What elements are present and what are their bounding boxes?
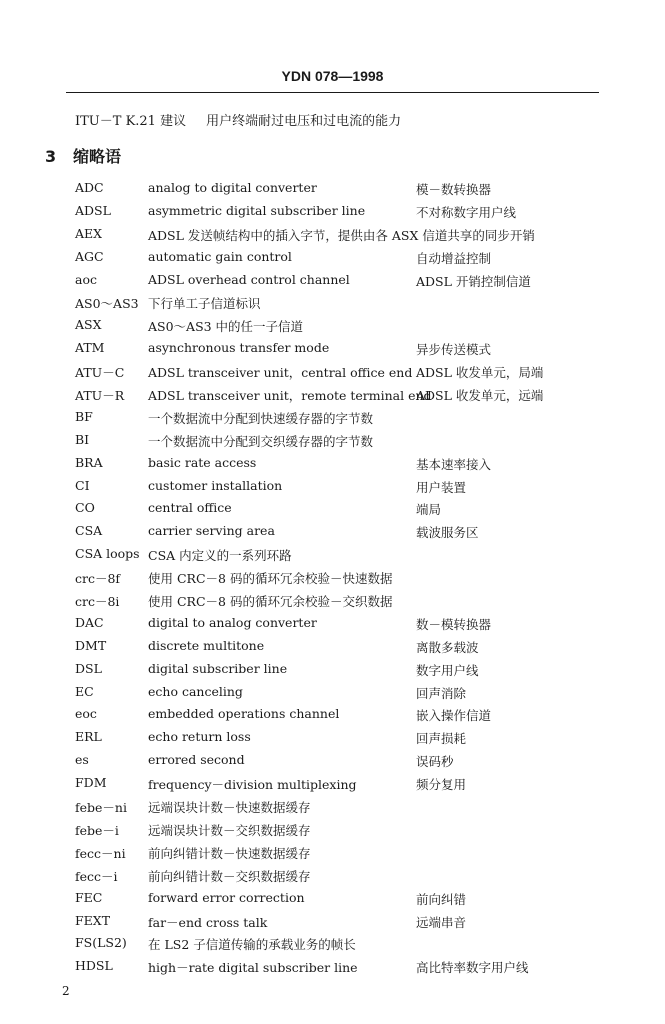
abbreviation-chinese: ADSL 收发单元，局端 [416,365,544,381]
abbreviation-definition: central office [148,500,232,516]
abbreviation-definition: echo canceling [148,683,243,699]
abbreviation-term: crc－8i [75,594,120,610]
abbreviation-row [0,841,665,864]
abbreviation-definition: 使用 CRC－8 码的循环冗余校验－交织数据 [148,594,393,610]
abbreviation-term: febe－i [75,822,119,838]
abbreviation-row [0,795,665,818]
abbreviation-definition: automatic gain control [148,248,292,264]
abbreviation-row [0,246,665,269]
abbreviation-definition: ADSL transceiver unit，remote terminal end [148,388,432,404]
abbreviation-chinese: ADSL 收发单元，远端 [416,388,544,404]
section-title [45,144,121,167]
abbreviation-term: EC [75,683,94,699]
abbreviation-chinese: 回声损耗 [416,731,467,747]
abbreviation-row [0,566,665,589]
abbreviation-chinese: 用户装置 [416,479,467,495]
abbreviation-row [0,200,665,223]
abbreviation-row [0,223,665,246]
abbreviation-chinese: 数－模转换器 [416,616,492,632]
abbreviation-term: BI [75,431,90,447]
abbreviation-term: fecc－ni [75,845,126,861]
abbreviation-row [0,932,665,955]
abbreviation-row [0,475,665,498]
abbreviation-term: crc－8f [75,571,121,587]
abbreviation-chinese: 模－数转换器 [416,182,492,197]
abbreviation-chinese: ADSL 开销控制信道 [416,273,531,289]
abbreviation-term: FDM [75,775,107,791]
abbreviation-term: BF [75,408,93,424]
abbreviation-row [0,726,665,749]
abbreviation-definition: 一个数据流中分配到快速缓存器的字节数 [148,410,374,426]
abbreviation-term: CSA loops [75,546,140,562]
reference-code: ITU－T K.21 建议 [75,114,187,129]
abbreviation-chinese: 高比特率数字用户线 [416,960,529,976]
abbreviation-definition: 远端误块计数－交织数据缓存 [148,822,311,838]
abbreviation-row [0,864,665,887]
abbreviation-definition: 前向纠错计数－快速数据缓存 [148,845,311,861]
abbreviation-row [0,589,665,612]
page-number: 2 [62,984,70,998]
abbreviation-definition: digital subscriber line [148,660,288,676]
abbreviation-row [0,291,665,314]
abbreviation-term: ERL [75,729,102,745]
abbreviation-definition: forward error correction [148,889,305,905]
abbreviation-term: AS0～AS3 [75,296,139,312]
abbreviation-row [0,360,665,383]
abbreviation-definition: CSA 内定义的一系列环路 [148,548,292,564]
abbreviation-row [0,497,665,520]
abbreviation-definition: asymmetric digital subscriber line [148,202,366,218]
reference-text: 用户终端耐过电压和过电流的能力 [206,114,402,129]
abbreviation-term: ASX [75,317,102,333]
abbreviation-row [0,818,665,841]
abbreviation-row [0,612,665,635]
abbreviation-definition: digital to analog converter [148,614,317,630]
abbreviation-term: HDSL [75,958,113,974]
section-number: 3 [45,147,57,166]
abbreviation-row [0,406,665,429]
abbreviation-row [0,543,665,566]
abbreviation-term: DMT [75,637,107,653]
abbreviation-chinese: 自动增益控制 [416,250,492,266]
abbreviation-chinese: 回声消除 [416,685,467,701]
abbreviation-chinese: 数字用户线 [416,662,479,678]
abbreviation-term: febe－ni [75,800,127,816]
abbreviation-row [0,910,665,933]
abbreviation-term: aoc [75,271,97,287]
abbreviation-term: ADSL [75,202,111,218]
abbreviation-term: ATU－R [75,388,125,404]
abbreviation-definition: far－end cross talk [148,914,268,930]
abbreviation-chinese: 频分复用 [416,777,467,793]
abbreviation-definition: AS0～AS3 中的任一子信道 [148,319,304,335]
abbreviation-term: es [75,752,89,768]
abbreviation-row [0,703,665,726]
abbreviation-term: AGC [75,248,104,264]
abbreviation-definition: 使用 CRC－8 码的循环冗余校验－快速数据 [148,571,393,587]
abbreviation-term: FEC [75,889,103,905]
abbreviation-term: CO [75,500,95,516]
abbreviation-list [0,177,665,978]
abbreviation-chinese: 误码秒 [416,754,454,770]
abbreviation-definition: errored second [148,752,245,768]
abbreviation-definition: asynchronous transfer mode [148,340,330,356]
abbreviation-row [0,772,665,795]
abbreviation-definition: high－rate digital subscriber line [148,960,358,976]
abbreviation-definition: ADSL overhead control channel [148,271,350,287]
abbreviation-definition: 远端误块计数－快速数据缓存 [148,800,311,816]
abbreviation-row [0,337,665,360]
abbreviation-row [0,269,665,292]
abbreviation-definition: discrete multitone [148,637,265,653]
abbreviation-chinese: 载波服务区 [416,525,479,541]
abbreviation-row [0,452,665,475]
abbreviation-definition: embedded operations channel [148,706,340,722]
abbreviation-definition: ADSL 发送帧结构中的插入字节，提供由各 ASX 信道共享的同步开销 [148,227,535,243]
abbreviation-definition: customer installation [148,477,283,493]
abbreviation-row [0,955,665,978]
abbreviation-chinese: 离散多载波 [416,639,479,655]
abbreviation-definition: 前向纠错计数－交织数据缓存 [148,868,311,884]
abbreviation-chinese: 嵌入操作信道 [416,708,492,724]
abbreviation-term: eoc [75,706,97,722]
abbreviation-definition: 一个数据流中分配到交织缓存器的字节数 [148,433,374,449]
abbreviation-term: DAC [75,614,104,630]
abbreviation-chinese: 异步传送模式 [416,342,492,358]
abbreviation-chinese: 前向纠错 [416,891,467,907]
page-header: YDN 078—1998 [281,68,384,84]
abbreviation-definition: carrier serving area [148,523,275,539]
abbreviation-term: DSL [75,660,102,676]
abbreviation-term: ADC [75,180,104,195]
abbreviation-chinese: 远端串音 [416,914,467,930]
abbreviation-term: FEXT [75,912,111,928]
reference-line [75,110,401,129]
abbreviation-definition: frequency－division multiplexing [148,777,357,793]
abbreviation-row [0,177,665,200]
abbreviation-term: FS(LS2) [75,935,127,951]
abbreviation-term: fecc－i [75,868,118,884]
abbreviation-term: CI [75,477,90,493]
abbreviation-definition: analog to digital converter [148,180,317,195]
abbreviation-row [0,383,665,406]
abbreviation-definition: echo return loss [148,729,251,745]
abbreviation-row [0,749,665,772]
abbreviation-row [0,314,665,337]
abbreviation-definition: ADSL transceiver unit，central office end [148,365,413,381]
abbreviation-chinese: 不对称数字用户线 [416,204,517,220]
abbreviation-term: ATM [75,340,105,356]
abbreviation-term: ATU－C [75,365,125,381]
header-rule [66,92,599,93]
abbreviation-term: AEX [75,225,103,241]
abbreviation-row [0,520,665,543]
abbreviation-row [0,658,665,681]
abbreviation-chinese: 基本速率接入 [416,456,492,472]
abbreviation-chinese: 端局 [416,502,442,518]
abbreviation-definition: basic rate access [148,454,257,470]
abbreviation-term: BRA [75,454,103,470]
abbreviation-definition: 下行单工子信道标识 [148,296,261,312]
abbreviation-row [0,429,665,452]
abbreviation-row [0,887,665,910]
abbreviation-row [0,681,665,704]
section-heading: 缩略语 [73,147,122,166]
abbreviation-row [0,635,665,658]
abbreviation-definition: 在 LS2 子信道传输的承载业务的帧长 [148,937,356,953]
abbreviation-term: CSA [75,523,103,539]
